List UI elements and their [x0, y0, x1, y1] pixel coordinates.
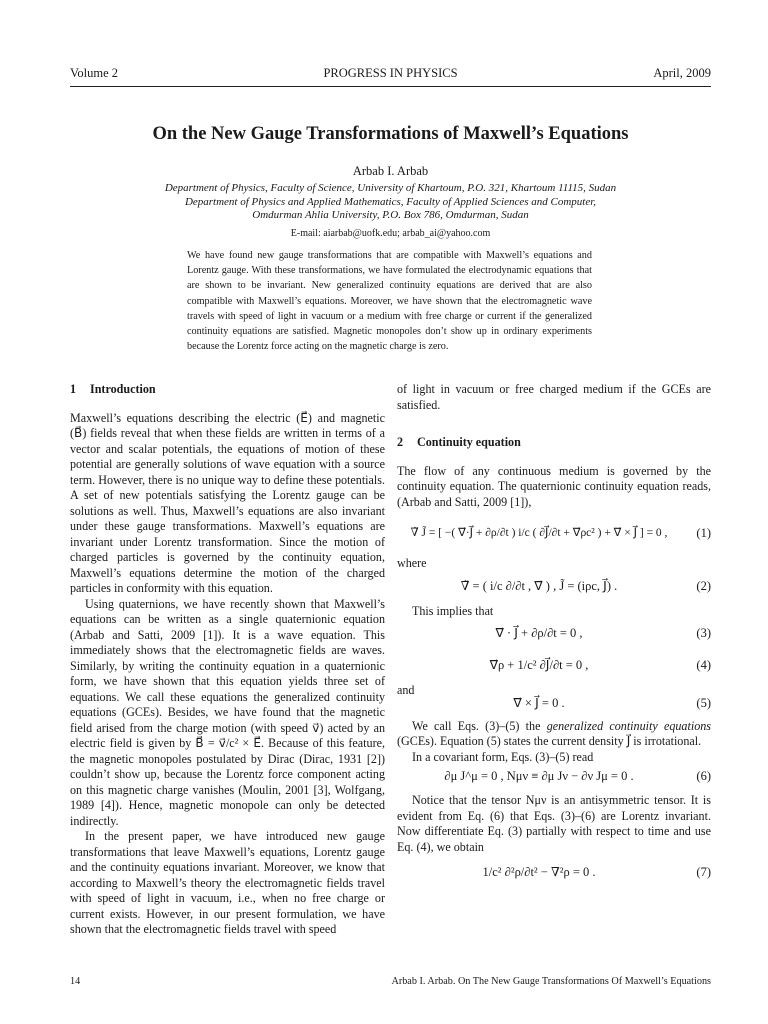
- intro-paragraph-1: Maxwell’s equations describing the electric (E⃗) and magnetic (B⃗) fields reveal that when these fields are written in terms of a vector and scalar potentials, the equations of motion of these potential are generally solutions of wave equation with a source term. However, there is no unique way to define these potentials. A set of new potentials satisfying the Lorentz gauge can be solutions as well. Thus, Maxwell’s equations are also invariant under these gauge transformations. Maxwell’s equations are invariant under Lorentz transformation. Since the motion of charged particles is governed by the continuity equation, Maxwell’s equations determine the motion of the charged particles in conformity with this equation.: [70, 410, 385, 595]
- equation-1: [397, 516, 711, 556]
- section-number: 1: [70, 382, 77, 396]
- header-rule: [70, 86, 711, 87]
- affiliation-line-3: Omdurman Ahlia University, P.O. Box 786, Omdurman, Sudan: [252, 209, 529, 221]
- and-label: and: [397, 683, 415, 697]
- equation-body: ∂μ J^μ = 0 , Nμν ≡ ∂μ Jν − ∂ν Jμ = 0 .: [444, 769, 634, 783]
- equation-2: [397, 572, 711, 604]
- gce-paragraph: [397, 719, 711, 750]
- implies-text: This implies that: [412, 603, 494, 618]
- section-number: 2: [397, 435, 404, 449]
- section-heading-introduction: [70, 382, 385, 398]
- equation-number: (2): [696, 578, 711, 593]
- equation-number: (1): [696, 526, 711, 540]
- equation-5: [397, 689, 711, 713]
- running-header: [70, 66, 711, 82]
- equation-body: ∇⃗ × J⃗ = 0 .: [513, 695, 565, 710]
- right-column: [397, 382, 711, 891]
- equation-number: (5): [696, 695, 711, 710]
- continuity-paragraph: The flow of any continuous medium is governed by the continuity equation. The quaternionic continuity equation reads, (Arbab and Satti, 2009 [1]),: [397, 463, 711, 509]
- intro-paragraph-2: Using quaternions, we have recently shown that Maxwell’s equations can be written as a single quaternionic equation (Arbab and Satti, 2009 [1]). It is a wave equation. This immediately shows that the electromagnetic fields are waves. Similarly, by writing the continuity equation in a quaternionic form, we have shown that this equation yields three set of equations. We call these equations the generalized continuity equations (GCEs). Besides, we have found that the magnetic field arised from the charge motion (with speed v⃗) acted by an electric field is given by B⃗ = v⃗/c² × E⃗. Because of this feature, the magnetic monopoles postulated by Dirac (Dirac, 1931 [2]) couldn’t show up, because the Lorentz force component acting on this magnetic charge vanishes (Moulin, 2001 [3], Wolfgang, 1989 [4]). Hence, magnetic monopole can only be detected indirectly.: [70, 596, 385, 828]
- paper-title: On the New Gauge Transformations of Maxwell’s Equations: [152, 124, 629, 144]
- equation-body: ∇̃ J̃ = [ −( ∇⃗·J⃗ + ∂ρ/∂t ) i/c ( ∂J⃗/∂t + ∇⃗ρc² ) + ∇⃗ × J⃗ ] = 0 ,: [410, 527, 668, 539]
- page-number: 14: [70, 976, 81, 987]
- volume-label: Volume 2: [70, 66, 119, 80]
- equation-body: 1/c² ∂²ρ/∂t² − ∇²ρ = 0 .: [482, 865, 596, 879]
- issue-date: April, 2009: [653, 66, 711, 80]
- footer-citation: Arbab I. Arbab. On The New Gauge Transformations Of Maxwell’s Equations: [391, 976, 711, 987]
- equation-body: ∇̃ = ( i/c ∂/∂t , ∇⃗ ) , J̃ = (iρc, J⃗) .: [460, 578, 618, 593]
- where-label: where: [397, 556, 427, 570]
- intro-paragraph-3: In the present paper, we have introduced new gauge transformations that leave Maxwell’s equations, Lorentz gauge and the continuity equations invariant. Moreover, we know that according to Maxwell’s theory the electromagnetic fields travel with speed of light in vacuum, i.e., when no free charge or current exists. However, in our present formulation, we have shown that the electromagnetic fields travel with speed: [70, 829, 385, 936]
- equation-number: (6): [696, 769, 711, 783]
- author-name: Arbab I. Arbab: [352, 164, 429, 178]
- left-column: [70, 382, 385, 938]
- page-footer: [70, 976, 711, 990]
- affiliation-line-1: Department of Physics, Faculty of Science, University of Khartoum, P.O. 321, Khartoum 11115, Sudan: [164, 182, 617, 194]
- affiliation-line-2: Department of Physics and Applied Mathematics, Faculty of Applied Sciences and Computer,: [184, 195, 597, 208]
- covariant-text: In a covariant form, Eqs. (3)–(5) read: [412, 749, 594, 764]
- section-title: Continuity equation: [417, 435, 521, 449]
- gce-term: generalized continuity equations: [546, 718, 711, 733]
- journal-name: PROGRESS IN PHYSICS: [323, 66, 458, 80]
- equation-body: ∇⃗ · J⃗ + ∂ρ/∂t = 0 ,: [495, 626, 583, 640]
- tensor-paragraph: Notice that the tensor Nμν is an antisymmetric tensor. It is evident from Eq. (6) that Eqs. (3)–(6) are Lorentz invariant. Now differentiate Eq. (3) partially with respect to time and use Eq. (4), we obtain: [397, 793, 711, 854]
- equation-6: [397, 765, 711, 793]
- abstract: We have found new gauge transformations that are compatible with Maxwell’s equations and Lorentz gauge. With these transformations, we have formulated the electrodynamic equations that are shown to be invariant. New generalized continuity equations are derived that are also compatible with Maxwell’s equations. Moreover, we have shown that the electromagnetic wave travels with speed of light in vacuum or a medium with free charge or current if the generalized continuity equations are satisfied. Magnetic monopoles don’t show up in ordinary experiments because the Lorentz force acting on the magnetic charge is zero.: [187, 250, 592, 353]
- gce-text-b: (GCEs). Equation (5) states the current density J⃗ is irrotational.: [397, 734, 702, 748]
- affiliation: [110, 182, 671, 223]
- section-title: Introduction: [90, 382, 156, 396]
- equation-3: [397, 619, 711, 651]
- author-email: E-mail: aiarbab@uofk.edu; arbab_ai@yahoo.com: [290, 228, 491, 239]
- equation-number: (7): [696, 865, 711, 879]
- equation-body: ∇⃗ρ + 1/c² ∂J⃗/∂t = 0 ,: [489, 658, 589, 672]
- equation-number: (4): [696, 658, 711, 672]
- equation-7: [397, 855, 711, 891]
- gce-text-a: We call Eqs. (3)–(5) the: [412, 718, 547, 733]
- section-heading-continuity: [397, 435, 711, 451]
- equation-4: [397, 651, 711, 683]
- intro-continuation: of light in vacuum or free charged medium if the GCEs are satisfied.: [397, 382, 711, 412]
- equation-number: (3): [696, 626, 711, 640]
